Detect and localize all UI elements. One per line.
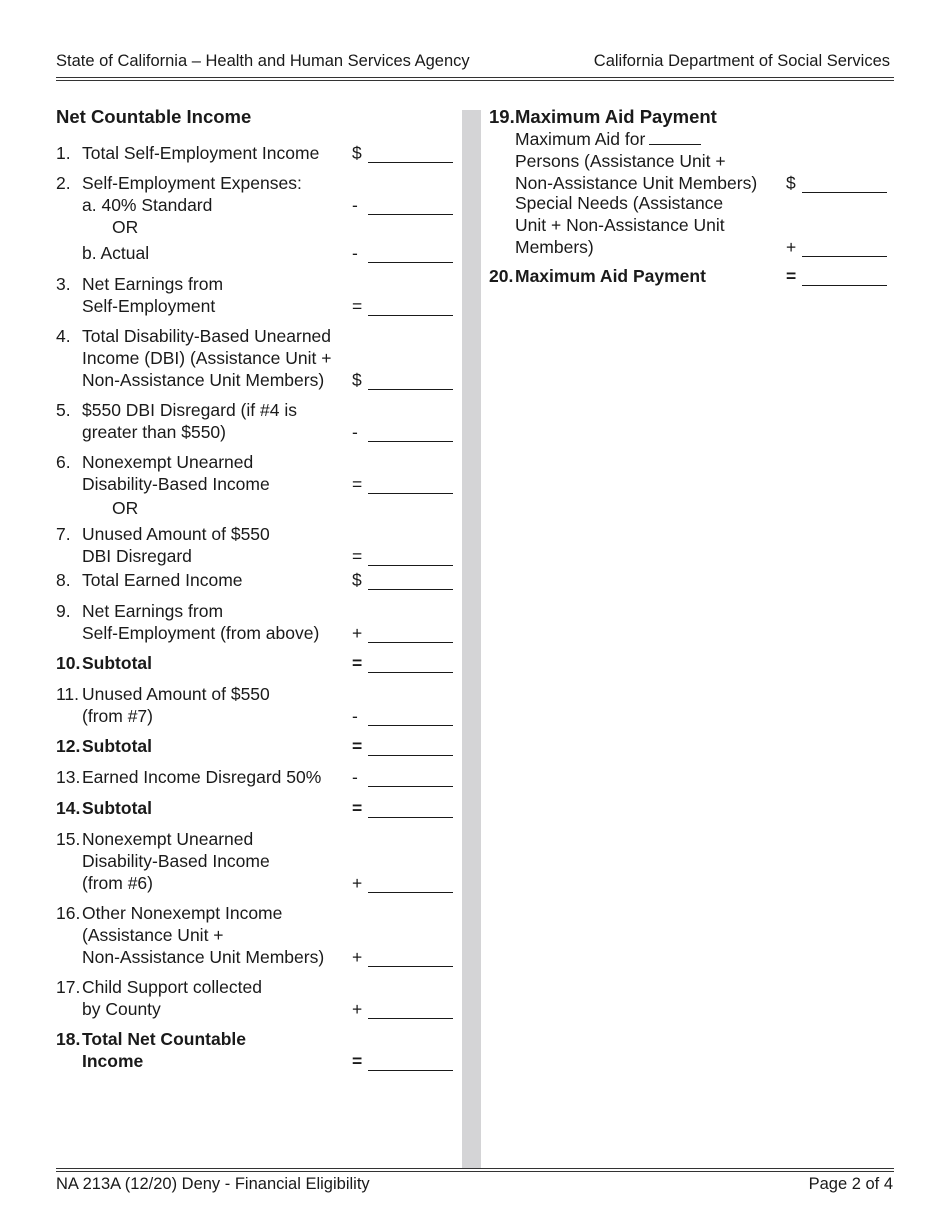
persons-count-blank[interactable] (649, 132, 701, 145)
item-label-line: Self-Employment (from above) (82, 623, 320, 643)
amount-blank[interactable] (368, 642, 453, 643)
item-label-line: (from #7) (82, 706, 153, 726)
item-number: 17. (56, 977, 81, 997)
item-label-line: $550 DBI Disregard (if #4 is (82, 400, 297, 420)
item-number: 19. (489, 106, 515, 127)
item-number: 1. (56, 143, 71, 163)
amount-blank[interactable] (368, 389, 453, 390)
operator-symbol: = (352, 798, 363, 818)
item-label-line: a. 40% Standard (82, 195, 213, 215)
footer-rule-bottom (56, 1171, 894, 1172)
item-number: 7. (56, 524, 71, 544)
item-label-line: Special Needs (Assistance (515, 193, 724, 213)
item-label-line: Subtotal (82, 798, 152, 818)
amount-blank[interactable] (368, 892, 453, 893)
item-label-line: Unit + Non-Assistance Unit (515, 215, 725, 235)
footer-page-number: Page 2 of 4 (808, 1175, 893, 1193)
item-number: 2. (56, 173, 71, 193)
amount-blank[interactable] (368, 755, 453, 756)
item-label-line: Net Earnings from (82, 274, 224, 294)
operator-symbol: - (352, 422, 358, 442)
item-label-line: Disability-Based Income (82, 474, 270, 494)
operator-symbol: $ (786, 173, 796, 193)
amount-blank[interactable] (368, 672, 453, 673)
amount-blank[interactable] (368, 786, 453, 787)
header-department: California Department of Social Services (593, 52, 890, 70)
item-label-line: b. Actual (82, 243, 150, 263)
item-label-line: Nonexempt Unearned (82, 452, 254, 472)
item-number: 4. (56, 326, 71, 346)
header-rule-top (56, 77, 894, 78)
operator-symbol: - (352, 767, 358, 787)
item-label-line: Unused Amount of $550 (82, 684, 270, 704)
footer-rule-top (56, 1168, 894, 1169)
operator-symbol: = (352, 474, 363, 494)
operator-symbol: + (352, 873, 363, 893)
amount-blank[interactable] (368, 315, 453, 316)
item-label-line: Non-Assistance Unit Members) (82, 370, 325, 390)
operator-symbol: - (352, 195, 358, 215)
amount-blank[interactable] (368, 1018, 453, 1019)
item-number: 16. (56, 903, 81, 923)
item-label-line: Persons (Assistance Unit + (515, 151, 726, 171)
item-number: 12. (56, 736, 81, 756)
operator-symbol: = (352, 1051, 363, 1071)
item-label-line: Child Support collected (82, 977, 262, 997)
amount-blank[interactable] (368, 162, 453, 163)
item-number: 11. (56, 684, 80, 704)
amount-blank[interactable] (368, 589, 453, 590)
operator-symbol: + (352, 947, 363, 967)
amount-blank[interactable] (368, 725, 453, 726)
operator-symbol: - (352, 243, 358, 263)
item-label-line: (Assistance Unit + (82, 925, 224, 945)
item-number: 10. (56, 653, 81, 673)
item-label-line: Maximum Aid Payment (515, 106, 717, 127)
operator-symbol: $ (352, 570, 362, 590)
amount-blank[interactable] (368, 1070, 453, 1071)
item-number: 9. (56, 601, 71, 621)
item-label-line: Maximum Aid Payment (515, 266, 706, 286)
item-label-line: Subtotal (82, 736, 152, 756)
item-label-line: Unused Amount of $550 (82, 524, 270, 544)
operator-symbol: $ (352, 143, 362, 163)
item-label-line: Total Self-Employment Income (82, 143, 320, 163)
operator-symbol: = (352, 546, 363, 566)
header-rule-bottom (56, 80, 894, 81)
footer-form-id: NA 213A (12/20) Deny - Financial Eligibility (56, 1175, 370, 1193)
item-label-line: Total Earned Income (82, 570, 243, 590)
operator-symbol: = (352, 296, 363, 316)
operator-symbol: $ (352, 370, 362, 390)
operator-symbol: - (352, 706, 358, 726)
item-label-line: Income (DBI) (Assistance Unit + (82, 348, 332, 368)
operator-symbol: = (352, 736, 363, 756)
item-label-line: Non-Assistance Unit Members) (82, 947, 325, 967)
item-label-line: greater than $550) (82, 422, 226, 442)
item-label-line: Self-Employment Expenses: (82, 173, 302, 193)
amount-blank[interactable] (802, 192, 887, 193)
item-label-line: (from #6) (82, 873, 153, 893)
operator-symbol: + (786, 237, 797, 257)
item-number: 18. (56, 1029, 81, 1049)
item-number: 20. (489, 266, 514, 286)
item-label-line: Net Earnings from (82, 601, 224, 621)
item-number: 5. (56, 400, 71, 420)
item-label-line: Disability-Based Income (82, 851, 270, 871)
item-number: 14. (56, 798, 81, 818)
header-agency: State of California – Health and Human Services Agency (56, 52, 470, 70)
item-number: 3. (56, 274, 71, 294)
item-label-line: Total Disability-Based Unearned (82, 326, 332, 346)
item-label-line: Income (82, 1051, 144, 1071)
amount-blank[interactable] (368, 493, 453, 494)
item-label-line: Non-Assistance Unit Members) (515, 173, 758, 193)
amount-blank[interactable] (368, 262, 453, 263)
item-number: 13. (56, 767, 81, 787)
amount-blank[interactable] (368, 817, 453, 818)
operator-symbol: + (352, 623, 363, 643)
item-label-line: Other Nonexempt Income (82, 903, 283, 923)
item-label-line: OR (112, 498, 139, 518)
item-label-line: Members) (515, 237, 594, 257)
operator-symbol: + (352, 999, 363, 1019)
item-number: 8. (56, 570, 71, 590)
item-number: 6. (56, 452, 71, 472)
amount-blank[interactable] (802, 256, 887, 257)
amount-blank[interactable] (802, 285, 887, 286)
section-title: Net Countable Income (56, 106, 252, 127)
item-label-line: Self-Employment (82, 296, 216, 316)
item-label-line: Nonexempt Unearned (82, 829, 254, 849)
amount-blank[interactable] (368, 565, 453, 566)
item-label-line: by County (82, 999, 161, 1019)
item-label-line: Earned Income Disregard 50% (82, 767, 322, 787)
operator-symbol: = (352, 653, 363, 673)
item-label-line: Maximum Aid for (515, 128, 757, 150)
column-divider (462, 110, 481, 1168)
amount-blank[interactable] (368, 441, 453, 442)
item-label-line: DBI Disregard (82, 546, 192, 566)
operator-symbol: = (786, 266, 797, 286)
amount-blank[interactable] (368, 966, 453, 967)
item-label-line: Subtotal (82, 653, 152, 673)
amount-blank[interactable] (368, 214, 453, 215)
item-label-line: Total Net Countable (82, 1029, 246, 1049)
item-number: 15. (56, 829, 81, 849)
item-label-line: OR (112, 217, 139, 237)
